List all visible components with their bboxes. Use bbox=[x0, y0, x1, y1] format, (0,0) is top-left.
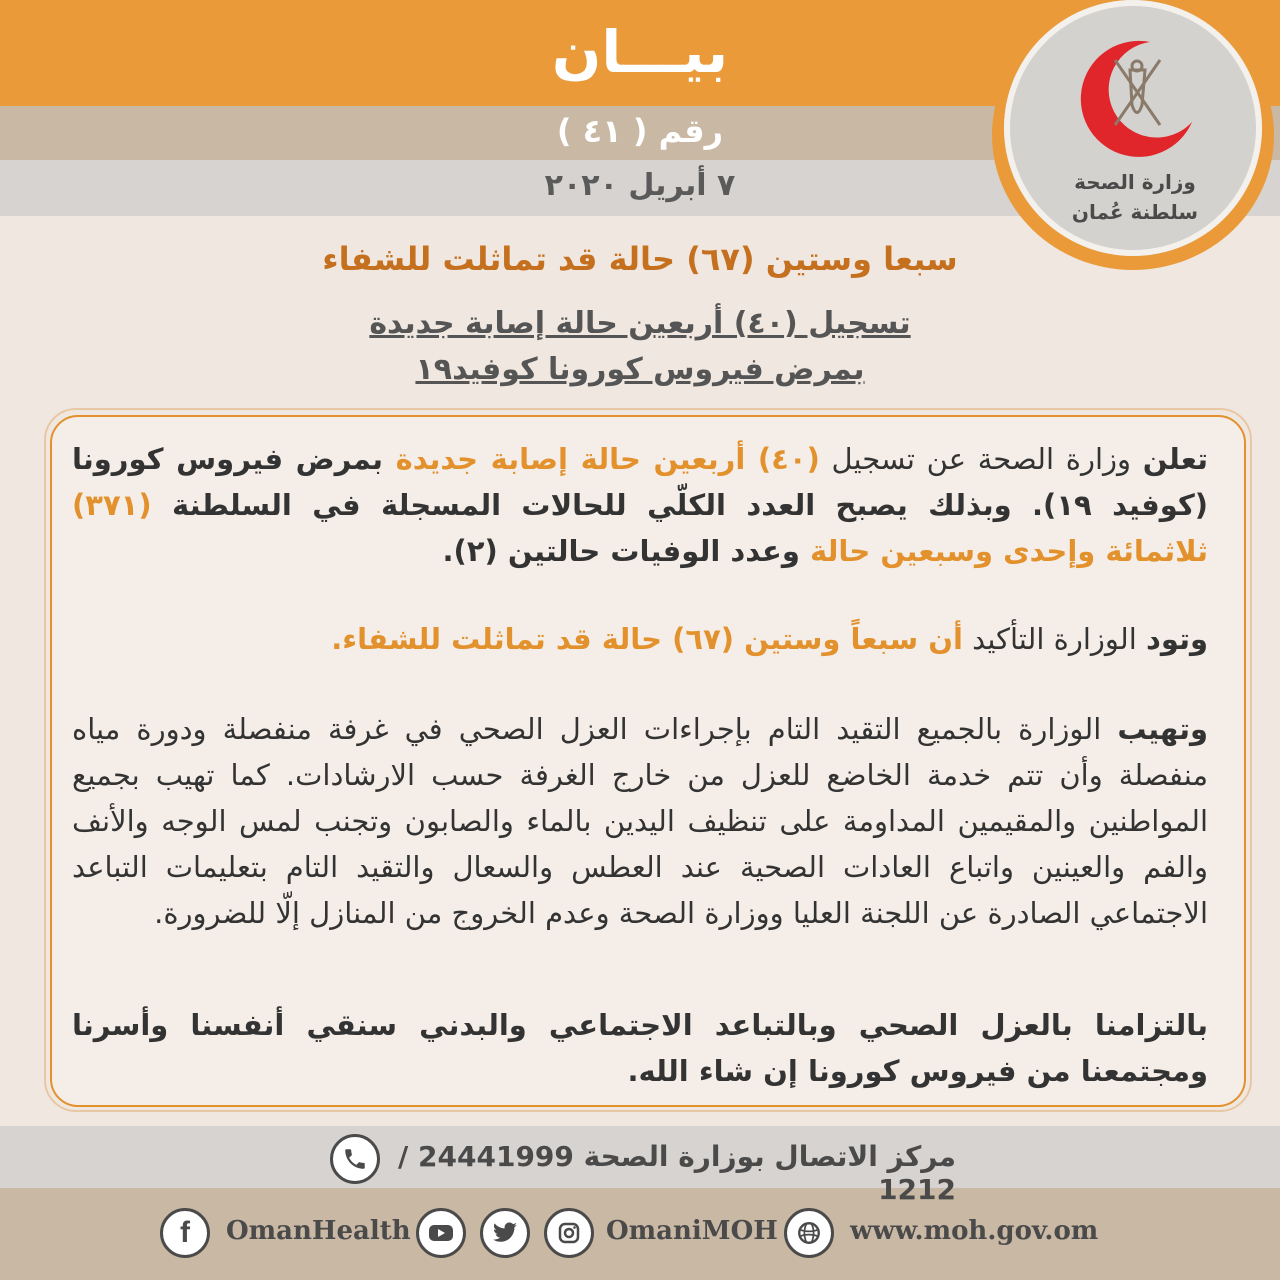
paragraph-closing: بالتزامنا بالعزل الصحي وبالتباعد الاجتماعي والبدني سنقي أنفسنا وأسرنا ومجتمعنا من فيروس كورونا إن شاء الله. bbox=[72, 1008, 1208, 1088]
contact-center-text: مركز الاتصال بوزارة الصحة 24441999 / 1212 bbox=[398, 1140, 956, 1206]
social-handle[interactable]: OmaniMOH bbox=[606, 1216, 778, 1246]
oman-emblem-crescent-icon bbox=[1060, 30, 1200, 160]
globe-icon[interactable] bbox=[784, 1208, 834, 1258]
paragraph-text: الوزارة بالجميع التقيد التام بإجراءات العزل الصحي في غرفة منفصلة ودورة مياه منفصلة وأن تتم خدمة الخاضع للعزل من خارج الغرفة حسب الارشادات. كما تهيب بجميع المواطنين والمقيمين المداومة على تنظيف اليدين بالماء والصابون وتجنب لمس الوجه والأنف والفم والعينين واتباع العادات الصحية عند العطس والسعال والتقيد التام بتعليمات التباعد الاجتماعي الصادرة عن اللجنة العليا ووزارة الصحة وعدم الخروج من المنازل إلّا للضرورة. bbox=[72, 712, 1208, 930]
paragraph-new-cases bbox=[72, 436, 1208, 574]
paragraph-lead: تعلن bbox=[1142, 442, 1208, 476]
paragraph-text: وزارة الصحة عن تسجيل bbox=[819, 442, 1143, 476]
paragraph-text: الوزارة التأكيد bbox=[962, 622, 1147, 656]
subheadline-line2: بمرض فيروس كورونا كوفيد١٩ bbox=[415, 352, 865, 387]
paragraph-lead: وتهيب bbox=[1117, 712, 1208, 746]
new-cases-highlight: (٤٠) أربعين حالة إصابة جديدة bbox=[395, 442, 820, 476]
facebook-handle[interactable]: OmanHealth bbox=[226, 1216, 411, 1246]
paragraph-lead: وتود bbox=[1146, 622, 1208, 656]
instagram-icon[interactable] bbox=[544, 1208, 594, 1258]
total-cases-highlight: (٣٧١) ثلاثمائة وإحدى وسبعين حالة bbox=[72, 488, 1208, 568]
logo-country-name: سلطنة عُمان bbox=[1071, 200, 1199, 224]
recoveries-highlight: أن سبعاً وستين (٦٧) حالة قد تماثلت للشفاء. bbox=[331, 622, 963, 656]
phone-icon bbox=[330, 1134, 380, 1184]
facebook-icon[interactable]: f bbox=[160, 1208, 210, 1258]
statement-number: رقم ( ٤١ ) bbox=[556, 112, 724, 150]
youtube-icon[interactable] bbox=[416, 1208, 466, 1258]
page-title: بيـــان bbox=[551, 18, 729, 86]
paragraph-recoveries bbox=[72, 616, 1208, 662]
paragraph-guidance bbox=[72, 706, 1208, 936]
subheadline-line1: تسجيل (٤٠) أربعين حالة إصابة جديدة bbox=[369, 306, 911, 341]
headline: سبعا وستين (٦٧) حالة قد تماثلت للشفاء bbox=[322, 240, 958, 278]
statement-date: ٧ أبريل ٢٠٢٠ bbox=[544, 168, 736, 203]
website-link[interactable]: www.moh.gov.om bbox=[850, 1216, 1099, 1246]
paragraph-text: بمرض فيروس كورونا (كوفيد ١٩). وبذلك يصبح العدد الكلّي للحالات المسجلة في السلطنة bbox=[72, 442, 1208, 522]
twitter-icon[interactable] bbox=[480, 1208, 530, 1258]
deaths-text: وعدد الوفيات حالتين (٢). bbox=[442, 534, 810, 568]
logo-ministry-name: وزارة الصحة bbox=[1074, 170, 1196, 194]
